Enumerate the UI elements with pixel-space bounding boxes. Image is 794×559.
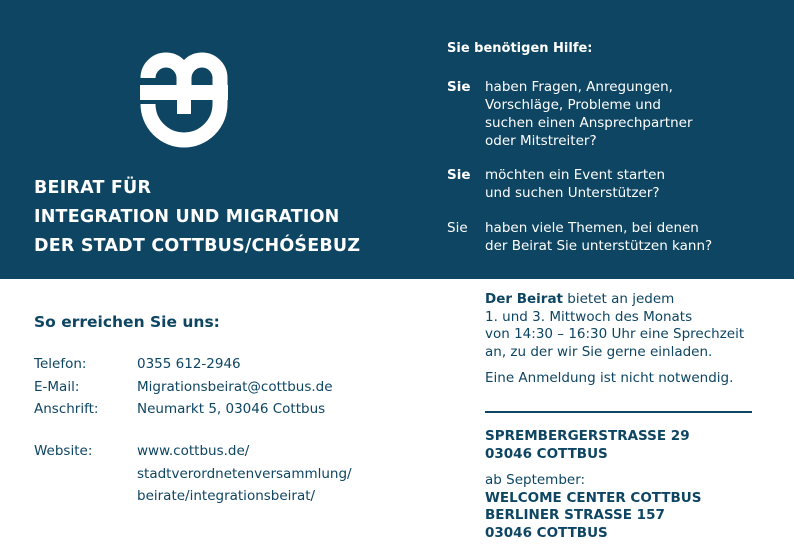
email-label: E-Mail: xyxy=(34,379,80,395)
office-hours-line: von 14:30 – 16:30 Uhr eine Sprechzeit xyxy=(485,326,745,343)
help-text-line: Vorschläge, Probleme und xyxy=(485,97,661,113)
location-line: SPREMBERGERSTRASSE 29 xyxy=(485,428,690,444)
help-text xyxy=(485,219,785,255)
phone-label: Telefon: xyxy=(34,356,87,372)
contact-heading: So erreichen Sie uns: xyxy=(34,313,220,331)
help-text xyxy=(485,166,785,202)
help-text-line: möchten ein Event starten xyxy=(485,167,666,183)
registration-note: Eine Anmeldung ist nicht notwendig. xyxy=(485,370,734,386)
help-text-line: suchen einen Ansprechpartner xyxy=(485,115,693,131)
help-text-line: oder Mitstreiter? xyxy=(485,133,597,149)
office-hours-line xyxy=(485,291,785,309)
cottbus-logo-icon xyxy=(138,44,230,152)
location-line: 03046 COTTBUS xyxy=(485,445,608,462)
office-hours-line: 1. und 3. Mittwoch des Monats xyxy=(485,308,693,325)
website-line: beirate/integrationsbeirat/ xyxy=(137,488,316,504)
website-link[interactable] xyxy=(137,440,352,508)
help-text-line: der Beirat Sie unterstützen kann? xyxy=(485,238,713,254)
help-text-line: und suchen Unterstützer? xyxy=(485,185,660,201)
panel-bottom-edge xyxy=(0,269,408,279)
org-title xyxy=(34,174,360,261)
help-text xyxy=(485,78,785,150)
org-title-line: BEIRAT FÜR xyxy=(34,178,152,198)
website-line: www.cottbus.de/ xyxy=(137,443,250,459)
future-location-label: ab September: xyxy=(485,472,586,488)
office-hours-rest: bietet an jedem xyxy=(563,291,675,307)
current-location xyxy=(485,428,690,463)
location-line: BERLINER STRASSE 157 xyxy=(485,507,665,524)
divider xyxy=(485,411,752,413)
location-line: 03046 COTTBUS xyxy=(485,524,608,541)
address-label: Anschrift: xyxy=(34,401,99,417)
office-hours-line: an, zu der wir Sie gerne einladen. xyxy=(485,343,713,360)
org-title-line: INTEGRATION UND MIGRATION xyxy=(34,207,340,227)
help-heading: Sie benötigen Hilfe: xyxy=(447,41,593,56)
location-line: WELCOME CENTER COTTBUS xyxy=(485,489,702,506)
org-title-line: DER STADT COTTBUS/CHÓŚEBUZ xyxy=(34,236,361,256)
office-hours xyxy=(485,291,785,361)
email-link[interactable]: Migrationsbeirat@cottbus.de xyxy=(137,379,333,395)
website-label: Website: xyxy=(34,443,93,459)
help-keyword: Sie xyxy=(447,220,468,236)
help-text-line: haben Fragen, Anregungen, xyxy=(485,79,673,95)
future-location xyxy=(485,472,702,542)
office-hours-lead: Der Beirat xyxy=(485,291,564,307)
help-keyword: Sie xyxy=(447,79,471,95)
website-line: stadtverordnetenversammlung/ xyxy=(137,465,352,482)
phone-value[interactable]: 0355 612-2946 xyxy=(137,356,241,372)
help-keyword: Sie xyxy=(447,167,471,183)
help-text-line: haben viele Themen, bei denen xyxy=(485,220,699,236)
address-value: Neumarkt 5, 03046 Cottbus xyxy=(137,401,326,417)
